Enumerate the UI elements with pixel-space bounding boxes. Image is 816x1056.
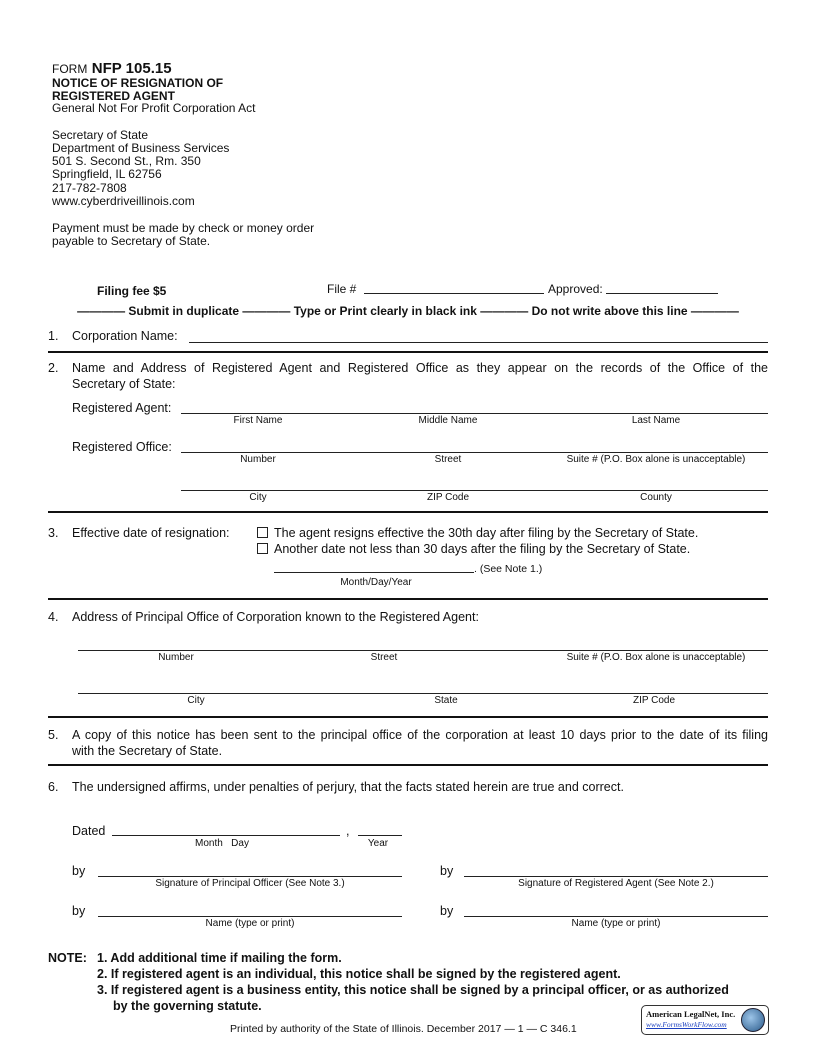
street-caption: Street xyxy=(370,652,398,663)
section-6-number: 6. xyxy=(48,780,59,794)
dated-year-field[interactable] xyxy=(358,835,402,836)
city-caption: City xyxy=(249,492,267,503)
zip-caption: ZIP Code xyxy=(632,695,676,706)
section-4-number: 4. xyxy=(48,610,59,624)
payment-note: Payment must be made by check or money order xyxy=(52,221,315,235)
form-prefix: FORM xyxy=(52,62,88,76)
act-name: General Not For Profit Corporation Act xyxy=(52,101,256,115)
dated-comma: , xyxy=(346,824,350,838)
section-3-number: 3. xyxy=(48,526,59,540)
number-caption: Number xyxy=(240,454,276,465)
address-line: 501 S. Second St., Rm. 350 xyxy=(52,154,201,168)
dated-label: Dated xyxy=(72,824,106,838)
address-line: Department of Business Services xyxy=(52,141,230,155)
month-day-year-caption: Month/Day/Year xyxy=(340,577,412,588)
form-code: NFP 105.15 xyxy=(91,60,172,77)
last-name-caption: Last Name xyxy=(631,415,681,426)
filing-instructions: ———— Submit in duplicate ———— Type or Print clearly in black ink ———— Do not write above this line ———— xyxy=(77,304,739,318)
address-website: www.cyberdriveillinois.com xyxy=(52,194,195,208)
approved-label: Approved: xyxy=(548,282,603,296)
section-divider xyxy=(48,351,768,353)
note-3: 3. If registered agent is a business entity, this notice shall be signed by a principal officer, or as authorized xyxy=(97,983,729,997)
by-label: by xyxy=(72,864,86,878)
address-line: Springfield, IL 62756 xyxy=(52,167,162,181)
see-note-1: . (See Note 1.) xyxy=(474,563,543,575)
section-2-number: 2. xyxy=(48,361,59,375)
section-divider xyxy=(48,511,768,513)
principal-office-label: Address of Principal Office of Corporation known to the Registered Agent: xyxy=(72,610,479,624)
year-caption: Year xyxy=(367,838,389,849)
month-day-caption: Month Day xyxy=(195,838,249,849)
dated-month-day-field[interactable] xyxy=(112,835,340,836)
registered-office-field[interactable] xyxy=(181,452,768,453)
corporation-name-field[interactable] xyxy=(189,342,768,343)
by-label: by xyxy=(440,904,454,918)
officer-name-field[interactable] xyxy=(98,916,402,917)
county-caption: County xyxy=(640,492,672,503)
approved-field[interactable] xyxy=(606,293,718,294)
file-number-field[interactable] xyxy=(364,293,544,294)
middle-name-caption: Middle Name xyxy=(418,415,478,426)
section-1-number: 1. xyxy=(48,329,59,343)
logo-company-name: American LegalNet, Inc. xyxy=(646,1009,736,1019)
suite-caption: Suite # (P.O. Box alone is unacceptable) xyxy=(566,454,746,465)
agent-name-caption: Name (type or print) xyxy=(571,918,661,929)
section-divider xyxy=(48,716,768,718)
effective-date-label: Effective date of resignation: xyxy=(72,526,230,540)
form-title-line2: REGISTERED AGENT xyxy=(52,89,175,103)
city-caption: City xyxy=(187,695,205,706)
printed-by-authority: Printed by authority of the State of Illinois. December 2017 — 1 — C 346.1 xyxy=(230,1023,577,1035)
agent-signature-field[interactable] xyxy=(464,876,768,877)
officer-signature-field[interactable] xyxy=(98,876,402,877)
file-number-label: File # xyxy=(327,282,357,296)
option-30th-day[interactable] xyxy=(257,526,698,540)
officer-signature-caption: Signature of Principal Officer (See Note 3.) xyxy=(155,878,345,889)
section-2-text-cont: Secretary of State: xyxy=(72,377,176,391)
registered-office-label: Registered Office: xyxy=(72,440,172,454)
agent-signature-caption: Signature of Registered Agent (See Note 2.) xyxy=(518,878,714,889)
by-label: by xyxy=(72,904,86,918)
american-legalnet-logo xyxy=(641,1005,769,1035)
principal-office-street-field[interactable] xyxy=(78,650,768,651)
option-another-date-label: Another date not less than 30 days after the filing by the Secretary of State. xyxy=(274,542,691,556)
registered-agent-label: Registered Agent: xyxy=(72,401,172,415)
state-caption: State xyxy=(434,695,458,706)
affirmation-text: The undersigned affirms, under penalties of perjury, that the facts stated herein are true and correct. xyxy=(72,780,624,794)
section-divider xyxy=(48,764,768,766)
section-5-text-cont: with the Secretary of State. xyxy=(72,744,223,758)
note-1: 1. Add additional time if mailing the form. xyxy=(97,951,342,965)
option-30th-day-checkbox[interactable] xyxy=(257,527,268,538)
suite-caption: Suite # (P.O. Box alone is unacceptable) xyxy=(566,652,746,663)
number-caption: Number xyxy=(158,652,194,663)
officer-name-caption: Name (type or print) xyxy=(205,918,295,929)
logo-website-link[interactable]: www.FormsWorkFlow.com xyxy=(646,1020,727,1029)
principal-office-city-field[interactable] xyxy=(78,693,768,694)
corporation-name-label: Corporation Name: xyxy=(72,329,178,343)
section-5-number: 5. xyxy=(48,728,59,742)
option-another-date-checkbox[interactable] xyxy=(257,543,268,554)
agent-name-field[interactable] xyxy=(464,916,768,917)
note-label: NOTE: xyxy=(48,951,87,965)
form-title-line1: NOTICE OF RESIGNATION OF xyxy=(52,76,224,90)
note-3-cont: by the governing statute. xyxy=(113,999,262,1013)
option-another-date[interactable] xyxy=(257,542,690,556)
section-divider xyxy=(48,598,768,600)
effective-date-field[interactable] xyxy=(274,572,474,573)
registered-office-city-field[interactable] xyxy=(181,490,768,491)
payment-note: payable to Secretary of State. xyxy=(52,234,211,248)
globe-icon xyxy=(741,1008,765,1032)
by-label: by xyxy=(440,864,454,878)
first-name-caption: First Name xyxy=(233,415,283,426)
address-line: 217-782-7808 xyxy=(52,181,127,195)
section-2-text: Name and Address of Registered Agent and Registered Office as they appear on the records of the Office of the xyxy=(72,361,768,375)
street-caption: Street xyxy=(434,454,462,465)
registered-agent-field[interactable] xyxy=(181,413,768,414)
note-2: 2. If registered agent is an individual, this notice shall be signed by the registered agent. xyxy=(97,967,621,981)
section-5-text: A copy of this notice has been sent to the principal office of the corporation at least 10 days prior to the date of its filing xyxy=(72,728,768,742)
address-line: Secretary of State xyxy=(52,128,149,142)
option-30th-day-label: The agent resigns effective the 30th day after filing by the Secretary of State. xyxy=(274,526,699,540)
zip-caption: ZIP Code xyxy=(426,492,470,503)
filing-fee: Filing fee $5 xyxy=(97,284,167,298)
